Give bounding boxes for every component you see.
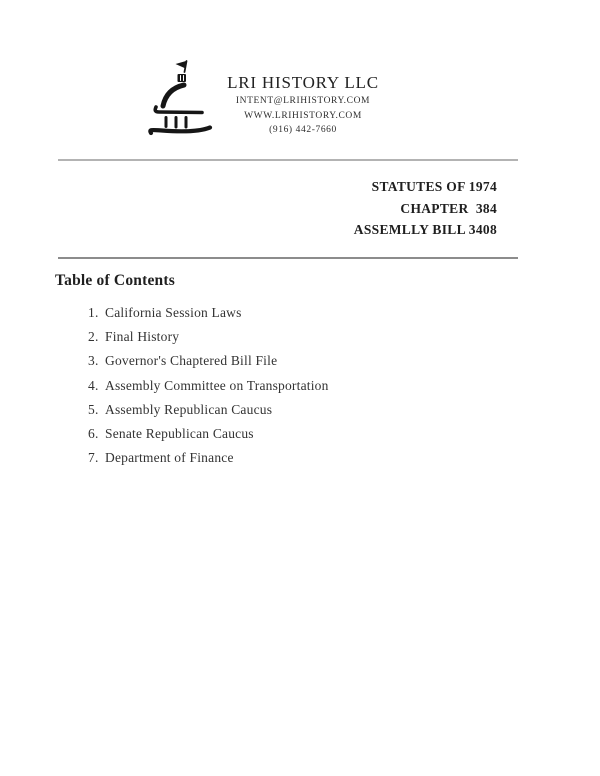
toc-item (88, 422, 508, 446)
company-email: INTENT@LRIHISTORY.COM (235, 96, 371, 106)
toc-item-label: Assembly Committee on Transportation (105, 377, 329, 393)
toc-item (88, 446, 508, 470)
company-website: WWW.LRIHISTORY.COM (244, 110, 362, 121)
toc-list (88, 301, 508, 470)
company-phone: (916) 442-7660 (269, 125, 337, 135)
divider-top (58, 159, 518, 161)
toc-item (88, 398, 508, 422)
toc-item-label: California Session Laws (105, 305, 242, 320)
toc-item-number: 2. (88, 329, 99, 345)
chapter-line: CHAPTER 384 (400, 200, 497, 216)
assembly-bill-line: ASSEMLLY BILL 3408 (353, 222, 497, 237)
company-name: LRI HISTORY LLC (227, 73, 379, 92)
toc-item-number: 3. (88, 353, 99, 369)
toc-item-number: 7. (88, 450, 99, 466)
toc-item-label: Senate Republican Caucus (105, 426, 254, 442)
toc-item-number: 6. (88, 426, 99, 442)
toc-item (88, 301, 508, 325)
toc-item (88, 374, 508, 398)
letterhead (183, 72, 423, 138)
toc-item (88, 349, 508, 373)
toc-item-label: Assembly Republican Caucus (105, 401, 273, 417)
toc-item-number: 4. (88, 377, 99, 393)
toc-item-number: 5. (88, 401, 99, 417)
toc-item-label: Governor's Chaptered Bill File (105, 353, 278, 369)
toc-item-label: Final History (105, 329, 180, 345)
divider-bottom (58, 257, 518, 259)
toc-title: Table of Contents (55, 272, 175, 289)
toc-item-label: Department of Finance (105, 450, 234, 466)
statute-reference (354, 176, 497, 241)
toc-item-number: 1. (88, 305, 99, 320)
statutes-line: STATUTES OF 1974 (371, 179, 497, 194)
toc-item (88, 325, 508, 349)
